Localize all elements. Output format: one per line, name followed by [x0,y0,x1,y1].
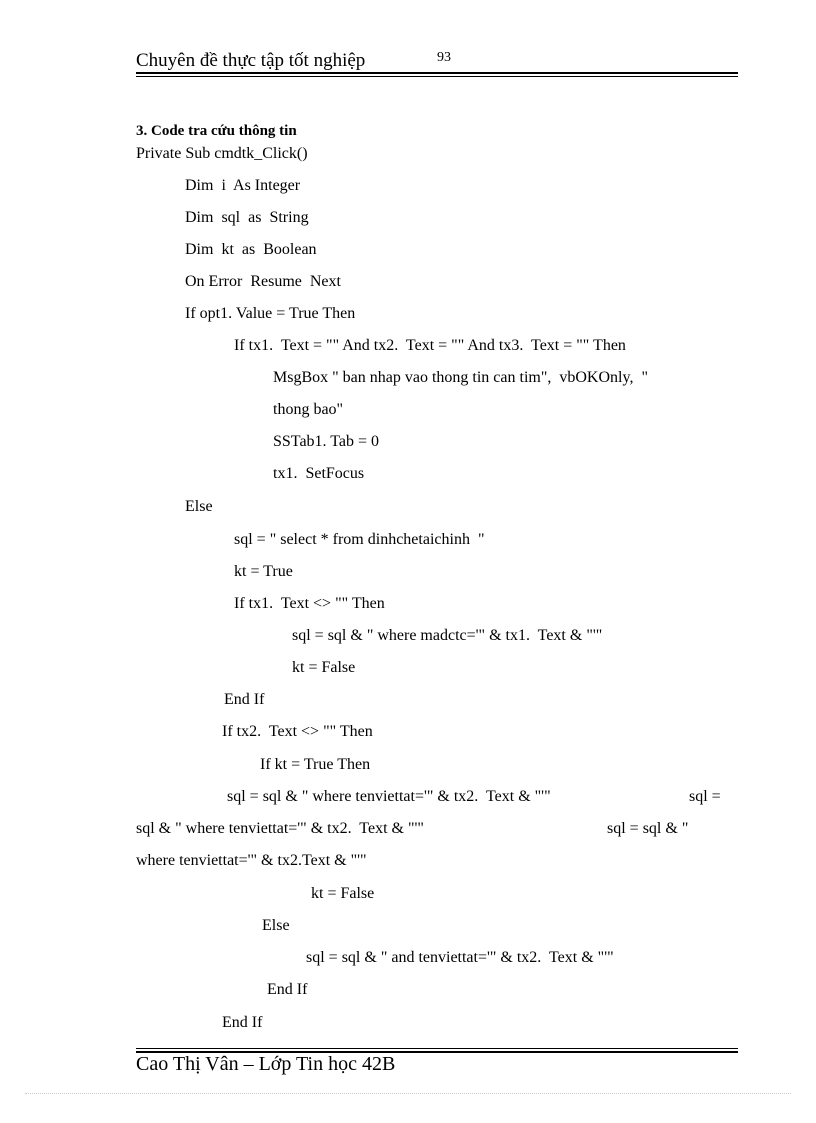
code-line: sql = [689,788,721,805]
code-line: On Error Resume Next [185,273,341,290]
code-line: sql = sql & " [607,820,689,837]
code-line: sql = sql & " and tenviettat='" & tx2. Text & "'" [306,949,614,966]
code-line: kt = False [311,885,375,902]
code-line: MsgBox " ban nhap vao thong tin can tim", vbOKOnly, " [273,369,648,386]
code-line: Dim kt as Boolean [185,241,317,258]
code-line: Else [262,917,290,934]
section-heading: 3. Code tra cứu thông tin [136,123,297,139]
page-number: 93 [437,50,451,65]
page-edge-dotted [25,1093,791,1094]
code-line: sql = sql & " where tenviettat='" & tx2. Text & "'" [227,788,551,805]
code-line: If tx2. Text <> "" Then [222,723,373,740]
code-line: Dim sql as String [185,209,309,226]
footer-text: Cao Thị Vân – Lớp Tin học 42B [136,1053,396,1075]
header-title: Chuyên đề thực tập tốt nghiệp [136,50,366,71]
code-line: tx1. SetFocus [273,465,365,482]
code-line: SSTab1. Tab = 0 [273,433,380,450]
code-line: sql = " select * from dinhchetaichinh " [234,531,485,548]
footer-rule-thin [136,1048,738,1049]
code-line: Dim i As Integer [185,177,301,194]
code-line: If kt = True Then [260,756,371,773]
code-line: kt = False [292,659,356,676]
header-rule-thick [136,72,738,74]
code-line: where tenviettat='" & tx2.Text & "'" [136,852,367,869]
code-line: kt = True [234,563,293,580]
code-line: Private Sub cmdtk_Click() [136,145,308,162]
code-line: End If [267,981,308,998]
code-line: If opt1. Value = True Then [185,305,356,322]
code-line: thong bao" [273,401,344,418]
code-line: End If [224,691,265,708]
code-line: sql & " where tenviettat='" & tx2. Text & "'" [136,820,424,837]
code-line: If tx1. Text <> "" Then [234,595,385,612]
code-line: sql = sql & " where madctc='" & tx1. Text & "'" [292,627,603,644]
header-rule-thin [136,76,738,77]
code-line: Else [185,498,213,515]
code-line: End If [222,1014,263,1031]
code-line: If tx1. Text = "" And tx2. Text = "" And tx3. Text = "" Then [234,337,626,354]
